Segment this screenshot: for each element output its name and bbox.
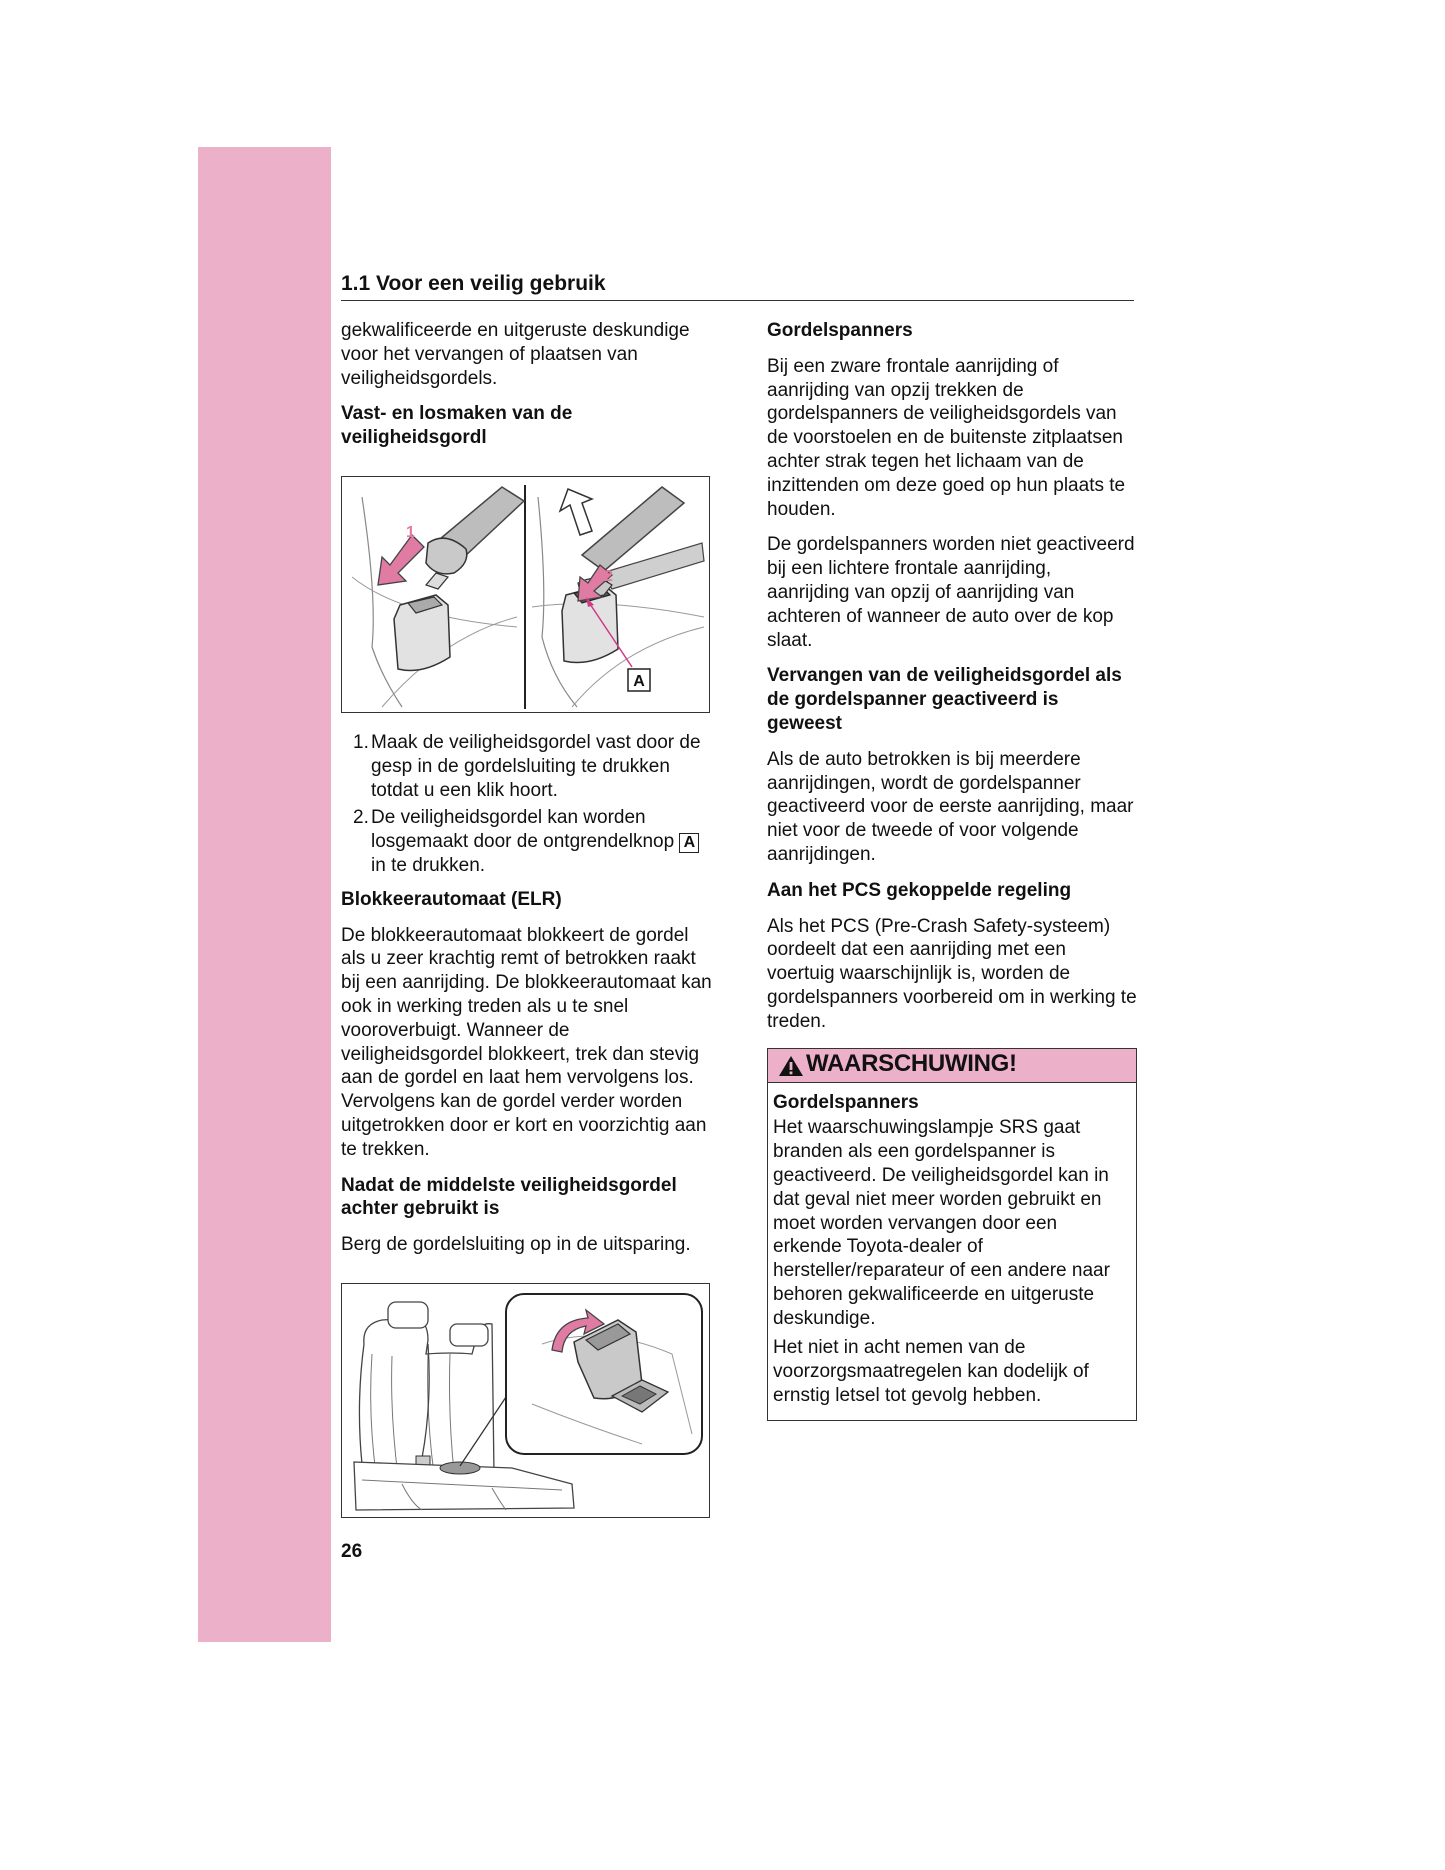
warning-paragraph-1: Het waarschuwingslampje SRS gaat branden als een gordelspanner is geactiveerd. De veiligheidsgordel kan in dat geval niet meer worden gebruikt en moet worden vervangen door een erkende Toyota-dealer of hersteller/reparateur of een andere naar behoren gekwalificeerde en uitgeruste deskundige. bbox=[773, 1117, 1110, 1329]
heading-replace: Vervangen van de veiligheidsgordel als de gordelspanner geactiveerd is geweest bbox=[767, 665, 1122, 734]
step-2-text-a: De veiligheidsgordel kan worden losgemaakt door de ontgrendelknop bbox=[371, 807, 675, 853]
heading-pcs: Aan het PCS gekoppelde regeling bbox=[767, 879, 1072, 901]
heading-middle-belt: Nadat de middelste veiligheidsgordel achter gebruikt is bbox=[341, 1174, 677, 1220]
buckle-illustration bbox=[342, 477, 709, 712]
step-1-text: Maak de veiligheidsgordel vast door de gesp in de gordelsluiting te drukken totdat u een klik hoort. bbox=[371, 731, 701, 801]
figure-rear-seat bbox=[341, 1283, 710, 1518]
elr-paragraph: De blokkeerautomaat blokkeert de gordel als u zeer krachtig remt of betrokken raakt bij een aanrijding. De blokkeerautomaat kan ook in werking treden als u te snel vooroverbuigt. Wanneer de veiligheidsgordel blokkeert, trek dan stevig aan de gordel en laat hem vervolgens los. Vervolgens kan de gordel verder worden uitgetrokken door er kort en voorzichtig aan te trekken. bbox=[341, 924, 712, 1160]
middle-belt-paragraph: Berg de gordelsluiting op in de uitsparing. bbox=[341, 1234, 691, 1256]
warning-triangle-icon bbox=[778, 1055, 804, 1077]
chapter-side-band bbox=[198, 147, 331, 1642]
pcs-paragraph: Als het PCS (Pre-Crash Safety-systeem) oordeelt dat een aanrijding met een voertuig waarschijnlijk is, worden de gordelspanners voorbereid om in werking te treden. bbox=[767, 915, 1137, 1032]
warning-header bbox=[768, 1049, 1136, 1083]
pretensioners-paragraph-1: Bij een zware frontale aanrijding of aanrijding van opzij trekken de gordelspanners de veiligheidsgordels van de voorstoelen en de buitenste zitplaatsen achter strak tegen het lichaam van de inzittenden om deze goed op hun plaats te houden. bbox=[767, 355, 1126, 520]
step-1 bbox=[341, 731, 716, 802]
section-header bbox=[341, 272, 1134, 301]
rear-seat-illustration bbox=[342, 1284, 709, 1517]
intro-paragraph: gekwalificeerde en uitgeruste deskundige voor het vervangen of plaatsen van veiligheidsgordels. bbox=[341, 320, 690, 389]
replace-paragraph: Als de auto betrokken is bij meerdere aanrijdingen, wordt de gordelspanner geactiveerd voor de eerste aanrijding, maar niet voor de tweede of voor volgende aanrijdingen. bbox=[767, 748, 1134, 865]
warning-box bbox=[767, 1048, 1137, 1421]
section-title: 1.1 Voor een veilig gebruik bbox=[341, 272, 606, 295]
step-2-number: 2. bbox=[353, 807, 369, 829]
left-column bbox=[341, 319, 716, 1518]
step-1-number: 1. bbox=[353, 731, 369, 753]
right-column bbox=[767, 319, 1137, 1421]
fasten-steps bbox=[341, 731, 716, 878]
figure-buckle-fasten bbox=[341, 476, 710, 713]
warning-title: WAARSCHUWING! bbox=[806, 1049, 1017, 1077]
step-label-1: 1 bbox=[406, 523, 415, 541]
step-2 bbox=[341, 806, 716, 877]
heading-fasten: Vast- en losmaken van de veiligheidsgordl bbox=[341, 403, 573, 449]
step-2-text-b: in te drukken. bbox=[371, 854, 486, 876]
step-label-2: 2 bbox=[604, 567, 613, 585]
release-button-label: A bbox=[633, 672, 645, 690]
warning-body bbox=[768, 1083, 1136, 1420]
page-number: 26 bbox=[341, 1541, 363, 1562]
heading-pretensioners: Gordelspanners bbox=[767, 320, 913, 341]
heading-elr: Blokkeerautomaat (ELR) bbox=[341, 888, 562, 910]
warning-paragraph-2: Het niet in acht nemen van de voorzorgsmaatregelen kan dodelijk of ernstig letsel tot gevolg hebben. bbox=[773, 1337, 1089, 1407]
pretensioners-paragraph-2: De gordelspanners worden niet geactiveerd bij een lichtere frontale aanrijding, aanrijding van opzij of aanrijding van achteren of wanneer de auto over de kop slaat. bbox=[767, 534, 1135, 651]
release-button-ref: A bbox=[679, 833, 699, 853]
warning-heading: Gordelspanners bbox=[773, 1091, 919, 1113]
